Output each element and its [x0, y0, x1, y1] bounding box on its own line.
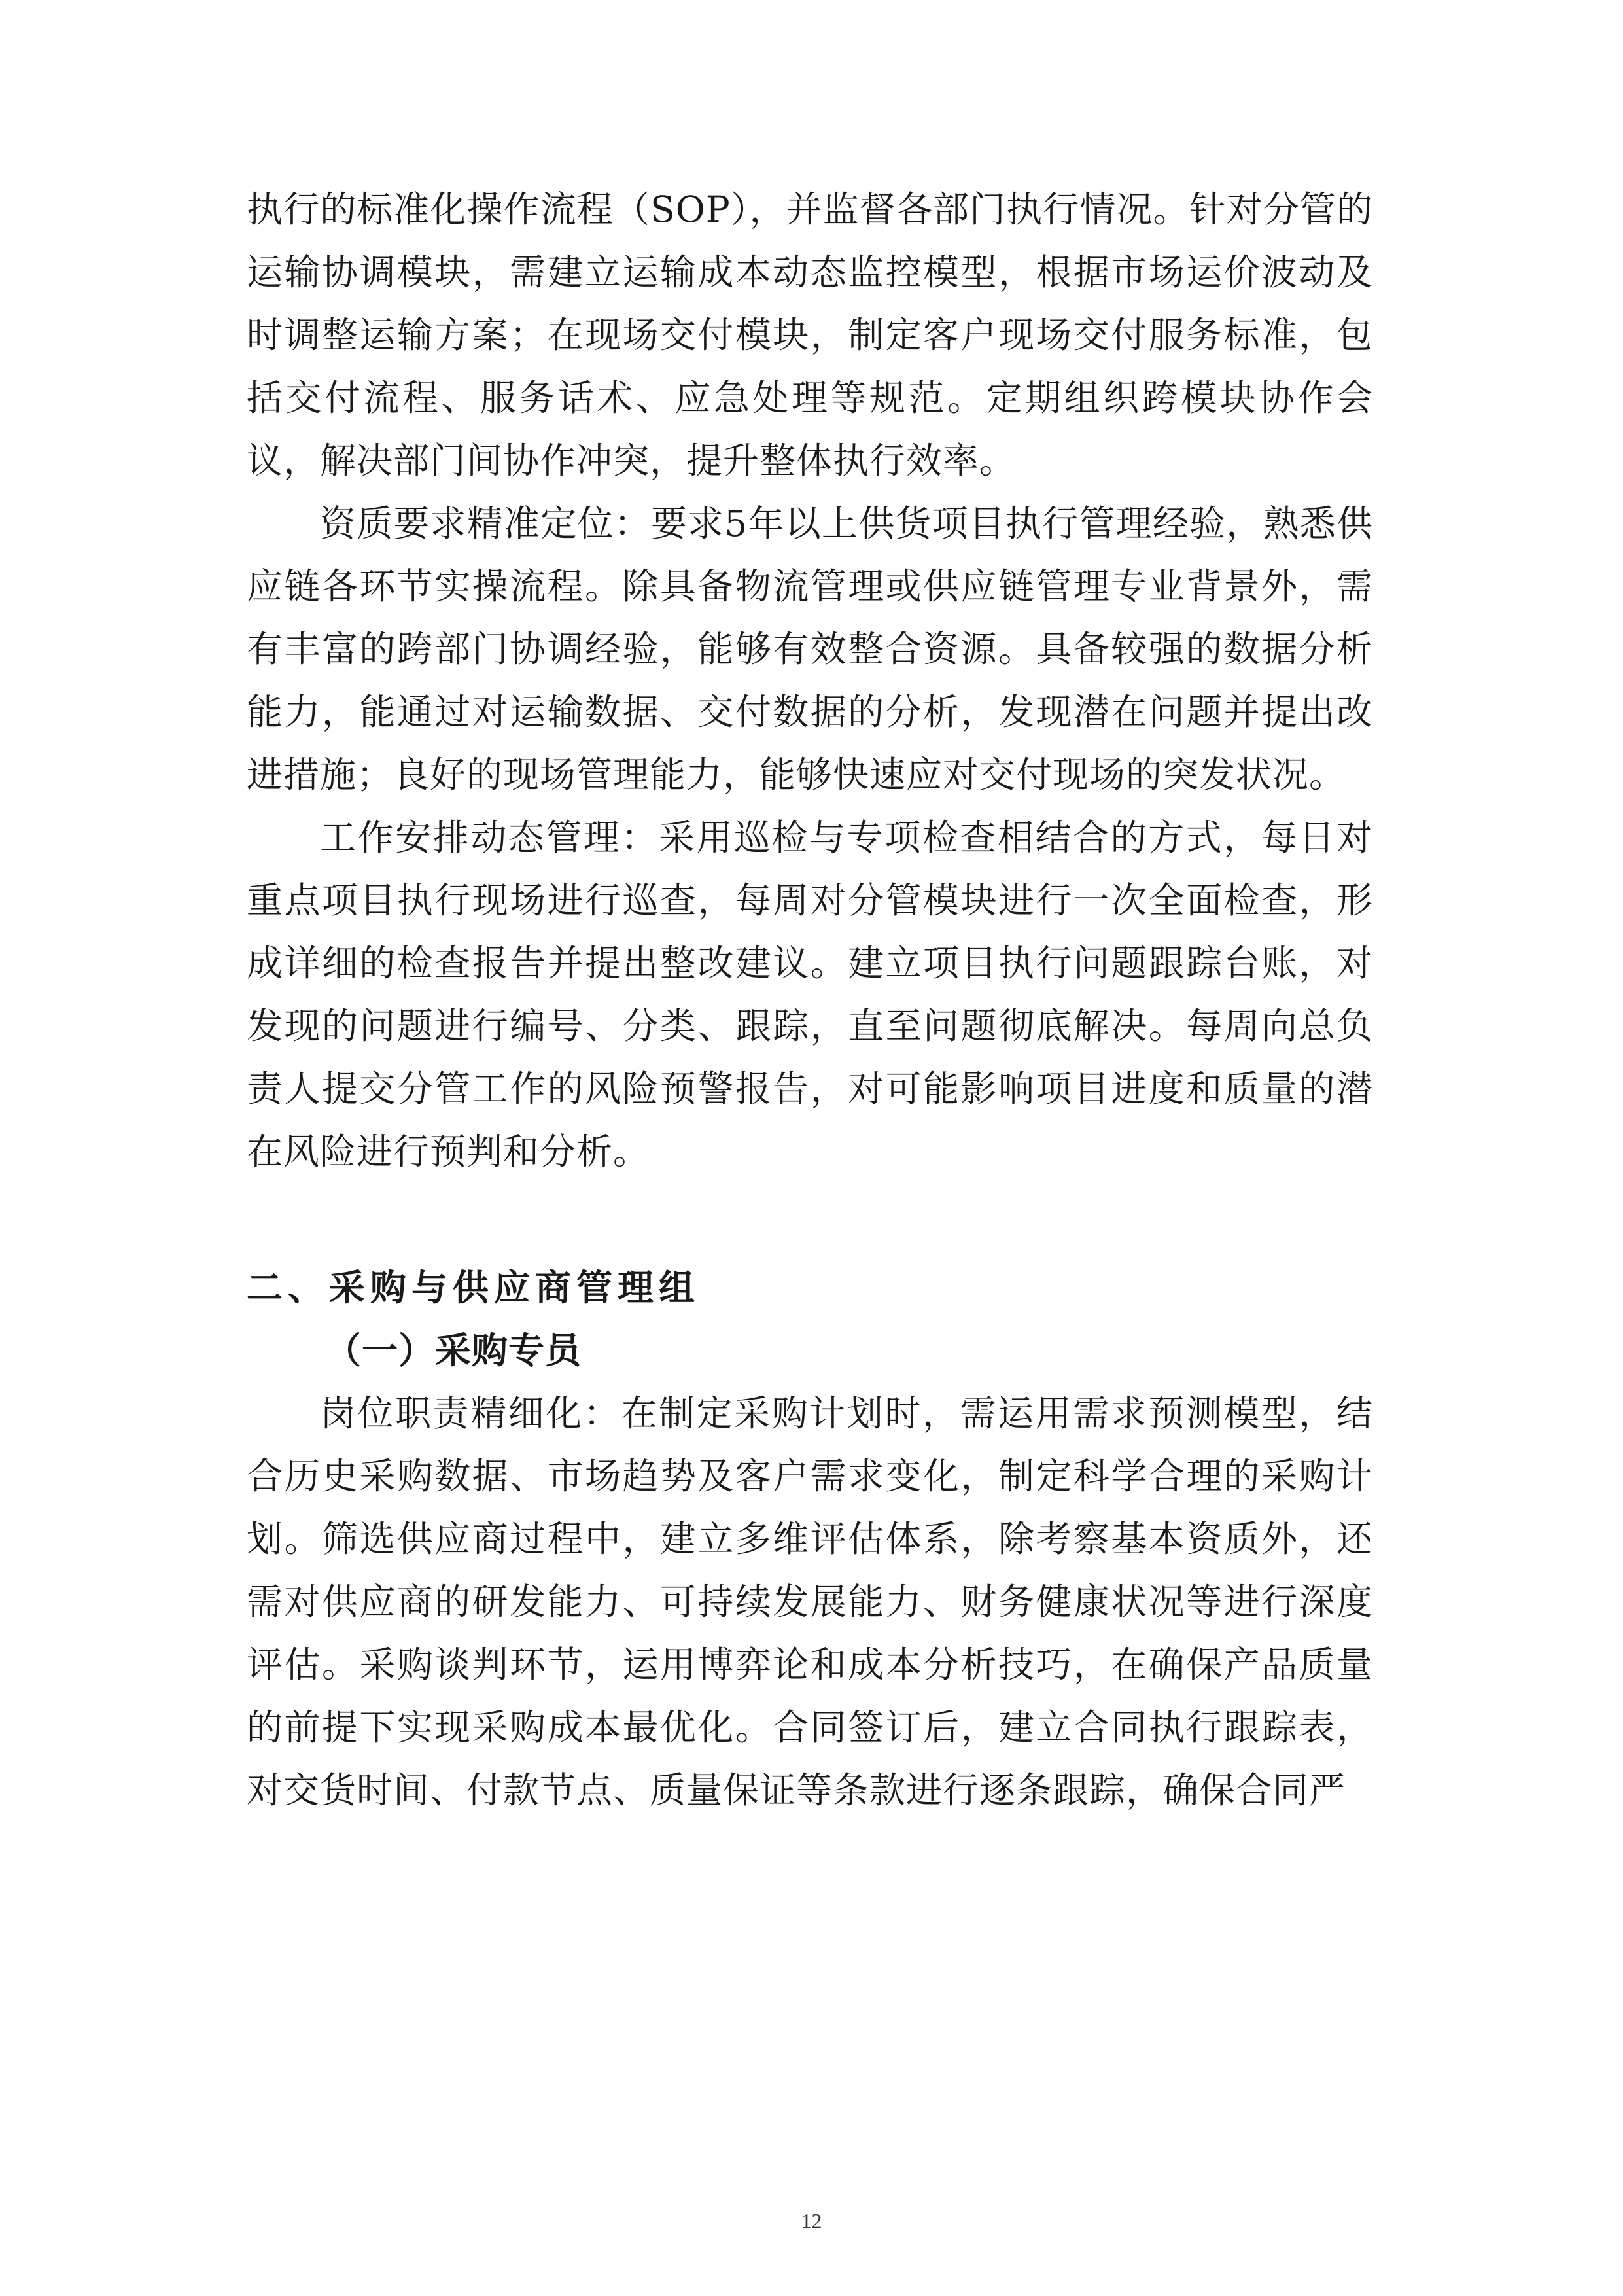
body-paragraph: 资质要求精准定位：要求5年以上供货项目执行管理经验，熟悉供应链各环节实操流程。除具备物流管理或供应链管理专业背景外，需有丰富的跨部门协调经验，能够有效整合资源。具备较强的数据分析能力，能通过对运输数据、交付数据的分析，发现潜在问题并提出改进措施；良好的现场管理能力，能够快速应对交付现场的突发状况。	[247, 503, 1373, 796]
sub-heading: （一）采购专员	[325, 1329, 582, 1371]
page-body	[247, 178, 1373, 1822]
section-heading: 二、采购与供应商管理组	[247, 1266, 701, 1309]
body-paragraph: 执行的标准化操作流程（SOP），并监督各部门执行情况。针对分管的运输协调模块，需建立运输成本动态监控模型，根据市场运价波动及时调整运输方案；在现场交付模块，制定客户现场交付服务标准，包括交付流程、服务话术、应急处理等规范。定期组织跨模块协作会议，解决部门间协作冲突，提升整体执行效率。	[247, 188, 1373, 482]
body-paragraph: 工作安排动态管理：采用巡检与专项检查相结合的方式，每日对重点项目执行现场进行巡查，每周对分管模块进行一次全面检查，形成详细的检查报告并提出整改建议。建立项目执行问题跟踪台账，对发现的问题进行编号、分类、跟踪，直至问题彻底解决。每周向总负责人提交分管工作的风险预警报告，对可能影响项目进度和质量的潜在风险进行预判和分析。	[247, 817, 1373, 1173]
body-paragraph: 岗位职责精细化：在制定采购计划时，需运用需求预测模型，结合历史采购数据、市场趋势及客户需求变化，制定科学合理的采购计划。筛选供应商过程中，建立多维评估体系，除考察基本资质外，还需对供应商的研发能力、可持续发展能力、财务健康状况等进行深度评估。采购谈判环节，运用博弈论和成本分析技巧，在确保产品质量的前提下实现采购成本最优化。合同签订后，建立合同执行跟踪表，对交货时间、付款节点、质量保证等条款进行逐条跟踪，确保合同严	[247, 1392, 1373, 1811]
page-number: 12	[801, 2209, 822, 2233]
